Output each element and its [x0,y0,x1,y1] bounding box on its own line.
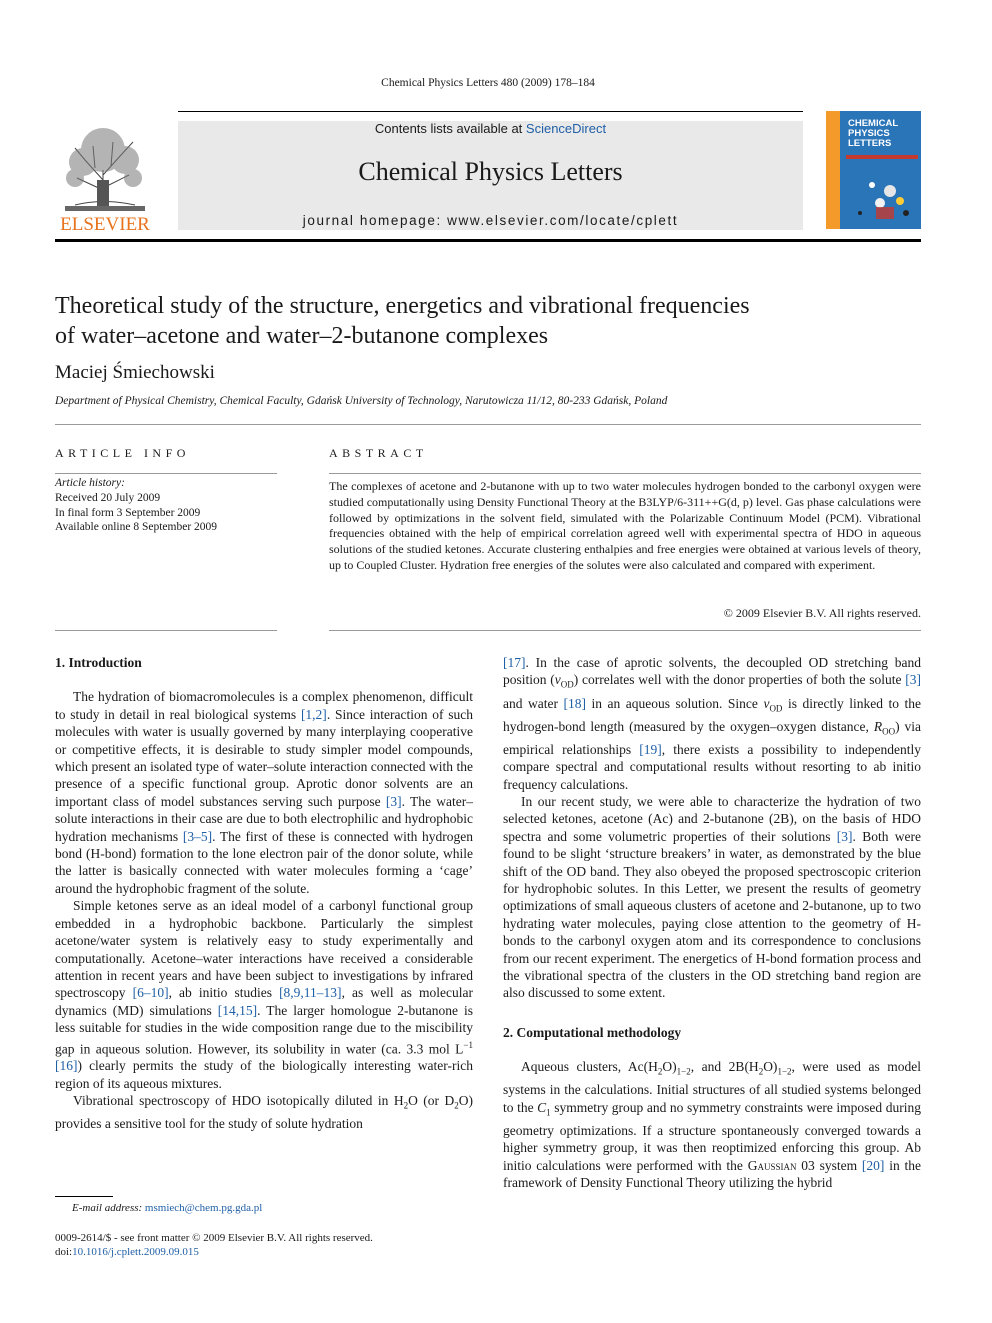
cover-molecule-graphic [846,155,918,225]
citation-link[interactable]: [3] [905,672,921,688]
author-email-footnote: E-mail address: msmiech@chem.pg.gda.pl [72,1202,263,1214]
abstract-heading: ABSTRACT [329,446,428,460]
article-history [55,476,277,535]
article-info-bottom-rule [55,630,277,631]
citation-link[interactable]: [6–10] [132,985,169,1001]
citation-link[interactable]: [20] [861,1157,885,1173]
journal-name: Chemical Physics Letters [358,157,623,186]
doi-line: doi:10.1016/j.cplett.2009.09.015 [55,1246,199,1258]
received-date: Received 20 July 2009 [55,491,161,504]
abstract-text: The complexes of acetone and 2-butanone with up to two water molecules hydrogen bonded to the carbonyl oxygen were studied computationally using Density Functional Theory at the B3LYP/6-311++G(d, p) level. Gas phase calculations were followed by optimizations in the solvent field, simulated with the Polarizable Continuum Model (PCM). Vibrational frequencies obtained with the help of empirical correlation agreed well with experimental spectra of HDO in aqueous solutions of the studied ketones. Accurate clustering enthalpies and free energies were obtained at various levels of theory, up to Coupled Cluster. Hydration free energies of the solutes were also calculated and compared with experiment. [329,479,921,572]
citation-link[interactable]: [3–5] [182,828,213,844]
article-info-rule [55,473,277,474]
email-link[interactable]: msmiech@chem.pg.gda.pl [144,1202,263,1214]
contents-line [178,121,803,136]
contents-prefix: Contents lists available at [374,121,526,136]
cover-title-line: CHEMICAL [848,118,899,129]
body-right-column [503,654,921,1191]
citation-link[interactable]: [3] [385,793,402,809]
journal-cover-image [826,111,921,229]
cover-side-stripe [826,111,840,229]
history-label: Article history: [55,477,125,489]
issn-line: 0009-2614/$ - see front matter © 2009 Elsevier B.V. All rights reserved. [55,1232,373,1244]
header-thick-rule [55,239,921,242]
cover-title-line: PHYSICS [848,128,890,139]
intro-paragraph-3: Vibrational spectroscopy of HDO isotopically diluted in $H_2O$ (or $D_2O$) provides a sensitive tool for the study of solute hydration [55,1093,473,1132]
article-info-heading: ARTICLE INFO [55,446,190,460]
doi-link[interactable]: 10.1016/j.cplett.2009.09.015 [72,1246,199,1258]
revised-date: In final form 3 September 2009 [55,506,201,519]
author-affiliation: Department of Physical Chemistry, Chemical Faculty, Gdańsk University of Technology, Narutowicza 11/12, 80-233 Gdańsk, Poland [55,395,668,407]
citation-link[interactable]: [18] [563,695,586,711]
citation-link[interactable]: [3] [836,828,853,844]
header-rule [178,111,803,112]
section-1-heading: 1. Introduction [55,655,142,670]
intro-paragraph-1: The hydration of biomacromolecules is a complex phenomenon, difficult to study in detail in real biological systems [1,2]. Since interaction of such molecules with water is usually governed by many interplaying cooperative or competitive effects, it is desirable to study simpler model compounds, which present an isolated type of water–solute interaction connected with the presence of a specific functional group. Aprotic donor solvents are an important class of model substances serving such purpose [3]. The water–solute interactions in their case are due to both electrophilic and hydrophobic hydration mechanisms [3–5]. The first of these is connected with hydrogen bond (H-bond) formation to the lone electron pair of the donor solute, while the latter is basically connected with water molecules forming a ‘cage’ around the hydrophobic fragment of the solute. [55,689,474,896]
citation-link[interactable]: [8,9,11–13] [279,985,342,1001]
abstract-rule [329,473,921,474]
citation-link[interactable]: [14,15] [217,1002,258,1018]
cover-title-line: LETTERS [848,138,892,149]
citation-link[interactable]: [1,2] [300,706,327,722]
intro-paragraph-5: In our recent study, we were able to characterize the hydration of two selected ketones, acetone (Ac) and 2-butanone (2B), on the basis of HDO spectra and some volumetric properties of their solutions [3]. Both were found to be slight ‘structure breakers’ in water, as demonstrated by the blue shift of the OD band. They also obeyed the proposed spectroscopic criterion for hydrophobic solutes. In this Letter, we present the results of geometry optimizations of small aqueous clusters of acetone and 2-butanone, up to two hydrating water molecules, paying close attention to the geometry of H-bonds to the carbonyl oxygen atom and its correspondence to conclusions from our recent experiment. The energetics of H-bond formation process and the vibrational spectra of the clusters in the OD stretching band region are also discussed to some extent. [503,793,921,1001]
methods-paragraph-1: Aqueous clusters, $Ac(H_2O)_{1-2}$, and $2B(H_2O)_{1-2}$, were used as model systems in the calculations. Initial structures of all studied systems belonged to the $C_1$ symmetry group and no symmetry constraints were imposed during geometry optimizations. If a structure spontaneously converged towards a higher symmetry group, it was then reoptimized enforcing this group. Ab initio calculations were performed with the Gaussian 03 system [20] in the framework of Density Functional Theory utilizing the hybrid [503,1059,921,1190]
article-title-line-1: Theoretical study of the structure, energetics and vibrational frequencies [55,293,750,319]
article-title [55,291,921,351]
journal-homepage-link[interactable]: journal homepage: www.elsevier.com/locate/cplett [302,213,679,228]
running-citation: Chemical Physics Letters 480 (2009) 178–184 [381,77,595,89]
cover-title [848,119,898,149]
elsevier-logo [55,120,155,235]
footnote-rule [55,1196,113,1197]
abstract-copyright: © 2009 Elsevier B.V. All rights reserved. [723,606,921,620]
body-left-column [55,654,473,1133]
elsevier-tree-icon [55,120,155,235]
citation-link[interactable]: [19] [639,741,662,757]
online-date: Available online 8 September 2009 [55,521,218,534]
section-2-heading: 2. Computational methodology [503,1024,682,1040]
elsevier-wordmark: ELSEVIER [60,214,150,235]
sciencedirect-link[interactable]: ScienceDirect [525,121,607,136]
intro-paragraph-2: Simple ketones serve as an ideal model of a carbonyl functional group embedded in a hydrophobic backbone. Particularly the simplest acetone/water system is relatively easy to study experimentally and computationally. Acetone–water interactions have received a considerable attention in recent years and have been subject to investigations by infrared spectroscopy [6–10], ab initio studies [8,9,11–13], as well as molecular dynamics (MD) simulations [14,15]. The larger homologue 2-butanone is less suitable for studies in the wide composition range due to the miscibility gap in aqueous solution. However, its solubility in water (ca. 3.3 mol $L^{-1}$ [16]) clearly permits the study of the biologically interesting water-rich region of its aqueous mixtures. [55,898,473,1091]
intro-paragraph-4: [17]. In the case of aprotic solvents, the decoupled OD stretching band position $(\nu_{OD})$ correlates well with the donor properties of both the solute [3] and water [18] in an aqueous solution. Since $\nu_{OD}$ is directly linked to the hydrogen-bond length (measured by the oxygen–oxygen distance, $R_{OO}$) via empirical relationships [19], there exists a possibility to independently compare spectral and computational results without resorting to ab initio frequency calculations. [503,655,921,792]
author-name: Maciej Śmiechowski [55,362,215,383]
citation-link[interactable]: [16] [55,1058,78,1074]
citation-link[interactable]: [17] [503,655,526,670]
article-title-line-2: of water–acetone and water–2-butanone complexes [55,323,549,349]
abstract-bottom-rule [329,630,921,631]
journal-banner [178,121,803,230]
section-divider [55,424,921,425]
